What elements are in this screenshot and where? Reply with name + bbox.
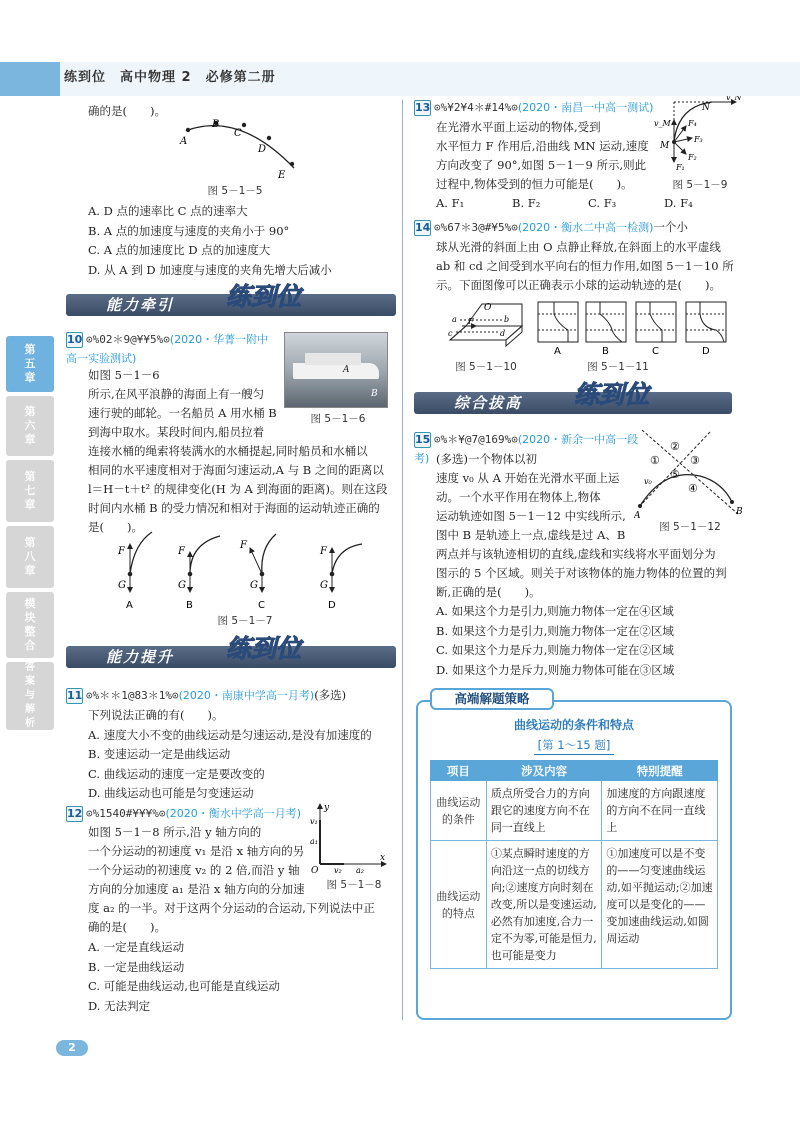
q10-stem-wide: 连接水桶的绳索将装满水的水桶提起,同时船员和水桶以 相同的水平速度相对于海面匀速运动,A 与 B 之间的距离以 l＝H－t＋t² 的规律变化(H 为 A 到海面的距离)。则在这段 时间内水桶 B 的受力情况和相对于海面的运动轨迹正确的 是( )。 [88, 444, 388, 534]
point-a-label: A [180, 136, 188, 147]
point-e-label: E [278, 170, 286, 181]
section-banner-comprehensive [414, 380, 732, 414]
svg-text:B: B [736, 507, 743, 517]
q12-option-c[interactable]: C. 可能是曲线运动,也可能是直线运动 [88, 979, 280, 993]
incline-figure [448, 303, 522, 346]
q13-option-b[interactable]: B. F₂ [512, 196, 541, 210]
svg-text:④: ④ [688, 482, 698, 495]
q10-code: ⊙%02＊9@¥¥5%⊙ [86, 333, 170, 346]
q13-source: (2020・南昌一中高一测试) [517, 101, 654, 114]
figure-5-1-5 [160, 118, 310, 184]
q10-option-c-figure[interactable] [239, 534, 276, 611]
q14-number: 14 [415, 221, 431, 234]
svg-text:A: A [634, 511, 641, 518]
q15-stem-wide: 两点并与该轨迹相切的直线,虚线和实线将水平面划分为 图示的 5 个区域。则关于对该物体的施力物体的位置的判 断,正确的是( )。 [436, 547, 727, 599]
q15-option-d[interactable]: D. 如果这个力是斥力,则施力物体可能在③区域 [436, 662, 675, 677]
q10-source: (2020・华菁一附中高一实验测试) [66, 333, 269, 365]
q13-option-d[interactable]: D. F₄ [664, 196, 693, 210]
q11-tag: (多选) [314, 688, 347, 702]
svg-text:y: y [324, 803, 330, 813]
point-b-label: B [212, 119, 220, 130]
q12-stem-wide: 度 a₂ 的一半。对于这两个分运动的合运动,下列说法中正 确的是( )。 [88, 901, 375, 934]
figure-5-1-7 [100, 530, 370, 612]
svg-text:F: F [240, 540, 247, 551]
q13-stem: 在光滑水平面上运动的物体,受到 水平恒力 F 作用后,沿曲线 MN 运动,速度 方向改变了 90°,如图 5－1－9 所示,则此 过程中,物体受到的恒力可能是( )。 [436, 120, 649, 191]
svg-text:C: C [652, 346, 659, 356]
side-tab-answers[interactable]: 答案与解析 [6, 662, 54, 730]
figure-5-1-9 [652, 96, 742, 176]
svg-text:F₂: F₂ [688, 153, 697, 162]
svg-text:a₁: a₁ [310, 837, 318, 846]
svg-text:D: D [328, 600, 336, 611]
strategy-range: [第 1～15 题] [416, 736, 732, 755]
q9-option-a[interactable]: A. D 点的速率比 C 点的速率大 [88, 204, 248, 218]
q13-number: 13 [415, 101, 431, 114]
figure-5-1-8-caption: 图 5－1－8 [326, 879, 382, 891]
svg-text:v₂: v₂ [334, 866, 342, 874]
section-title: 能力牵引 [106, 296, 175, 314]
section-banner-ability-lead [66, 282, 396, 316]
ship-deck [305, 353, 361, 365]
svg-text:F₁: F₁ [676, 163, 685, 172]
svg-text:A: A [554, 346, 561, 356]
figure-5-1-11-caption: 图 5－1－11 [587, 361, 649, 373]
svg-text:F₄: F₄ [688, 119, 697, 128]
section-badge: 练到位 [226, 634, 302, 663]
q10-option-d-figure[interactable] [319, 544, 362, 611]
strategy-title: 高端解题策略 [430, 688, 554, 710]
q14-option-c-figure[interactable] [636, 302, 676, 356]
q12-number: 12 [67, 807, 83, 820]
q11-source: (2020・南康中学高一月考) [178, 689, 315, 702]
q14-option-d-figure[interactable] [686, 302, 726, 356]
q14-option-a-figure[interactable] [538, 302, 578, 356]
q12-block [66, 804, 306, 823]
q15-stem-narrow: (多选)一个物体以初 速度 v₀ 从 A 开始在光滑水平面上运 动。一个水平作用在物体上,物体 运动轨迹如图 5－1－12 中实线所示, 图中 B 是轨迹上一点,虚线是过 A、B [436, 452, 626, 542]
side-tab-module[interactable]: 模块整合 [6, 592, 54, 658]
ship-hull [293, 363, 379, 379]
q15-options [436, 602, 740, 680]
svg-text:v₁: v₁ [310, 817, 318, 826]
q12-source: (2020・衡水中学高一月考) [165, 807, 302, 820]
figure-5-1-8 [310, 802, 390, 874]
svg-text:①: ① [650, 454, 660, 467]
strategy-table [430, 760, 718, 969]
q11-option-a[interactable]: A. 速度大小不变的曲线运动是匀速运动,是没有加速度的 [88, 727, 372, 742]
point-a [186, 128, 190, 132]
q11-option-c[interactable]: C. 曲线运动的速度一定是要改变的 [88, 766, 265, 781]
side-tab-chapter6[interactable]: 第六章 [6, 396, 54, 456]
svg-text:O: O [311, 866, 319, 874]
q15-option-b[interactable]: B. 如果这个力是引力,则施力物体一定在②区域 [436, 623, 674, 638]
q13-options [436, 194, 736, 212]
svg-text:b: b [504, 315, 510, 324]
q12-options [88, 938, 388, 1016]
svg-text:F: F [118, 546, 125, 557]
q10-option-b-figure[interactable] [177, 536, 220, 611]
figure-5-1-6-caption: 图 5－1－6 [310, 413, 366, 425]
q11-body [88, 706, 398, 804]
q14-block: 14 ⊙%67＊3@#¥5%⊙(2020・衡水二中高一检测)一个小 [415, 220, 688, 234]
col-header-content: 涉及内容 [486, 761, 602, 781]
svg-text:C: C [258, 600, 265, 611]
figure-5-1-9-caption: 图 5－1－9 [672, 179, 728, 191]
q10-stem-narrow: 如图 5－1－6 所示,在风平浪静的海面上有一艘匀 速行驶的邮轮。一名船员 A 用水桶 B 到海中取水。某段时间内,船员拉着 [88, 368, 277, 439]
point-e [290, 162, 294, 166]
svg-text:a: a [452, 315, 457, 324]
svg-text:v_M: v_M [654, 119, 671, 128]
svg-text:F: F [468, 317, 474, 326]
figure-5-1-12-caption: 图 5－1－12 [659, 521, 721, 533]
svg-text:v₀: v₀ [644, 477, 652, 486]
q11-option-d[interactable]: D. 曲线运动也可能是匀变速运动 [88, 786, 254, 800]
q13-option-c[interactable]: C. F₃ [588, 196, 617, 210]
header-accent [0, 62, 60, 96]
q15-option-a[interactable]: A. 如果这个力是引力,则施力物体一定在④区域 [436, 604, 674, 618]
side-tab-chapter7[interactable]: 第七章 [6, 460, 54, 522]
q12-option-a[interactable]: A. 一定是直线运动 [88, 940, 185, 954]
q14-code: ⊙%67＊3@#¥5%⊙ [434, 221, 518, 234]
cruise-ship-photo: A B [284, 332, 388, 408]
svg-text:A: A [126, 600, 133, 611]
svg-text:a₂: a₂ [356, 866, 364, 874]
book-title: 练到位 高中物理 2 必修第二册 [64, 70, 276, 85]
svg-text:F: F [178, 546, 185, 557]
column-divider [402, 100, 403, 1020]
q14-source: (2020・衡水二中高一检测) [517, 221, 654, 234]
figure-5-1-10-caption: 图 5－1－10 [455, 361, 517, 373]
svg-text:c: c [448, 329, 453, 338]
figure-5-1-12 [634, 428, 746, 518]
q12-stem-narrow: 如图 5－1－8 所示,沿 y 轴方向的 一个分运动的初速度 v₁ 是沿 x 轴方向的另 一个分运动的初速度 v₂ 的 2 倍,而沿 y 轴 方向的分加速度 a₁ 是沿 x 轴方向的分加速 [88, 825, 305, 896]
svg-text:O: O [484, 303, 492, 313]
side-tab-chapter5[interactable]: 第五章 [6, 336, 54, 392]
point-d-label: D [258, 144, 267, 155]
section-badge: 练到位 [574, 380, 650, 409]
section-banner-ability-up [66, 634, 396, 668]
strategy-subtitle: 曲线运动的条件和特点 [513, 718, 634, 732]
svg-text:G: G [118, 580, 126, 591]
q9-option-d[interactable]: D. 从 A 到 D 加速度与速度的夹角先增大后减小 [88, 262, 332, 277]
svg-text:F: F [320, 546, 327, 557]
side-tab-chapter8[interactable]: 第八章 [6, 526, 54, 588]
q10-number: 10 [67, 333, 83, 346]
q9-option-c[interactable]: C. A 点的加速度比 D 点的加速度大 [88, 243, 271, 257]
q14-option-b-figure[interactable] [586, 302, 626, 356]
strategy-table-wrap [430, 760, 718, 969]
svg-text:G: G [320, 580, 328, 591]
section-title: 能力提升 [106, 648, 175, 666]
q12-option-d[interactable]: D. 无法判定 [88, 998, 151, 1013]
q11-option-b[interactable]: B. 变速运动一定是曲线运动 [88, 747, 231, 761]
q12-code: ⊙%1540#¥¥¥%⊙ [86, 807, 166, 820]
point-d [267, 136, 271, 140]
svg-text:G: G [250, 580, 258, 591]
col-header-note: 特别提醒 [602, 761, 718, 781]
q10-block [66, 330, 276, 368]
point-c-label: C [234, 128, 242, 139]
svg-text:v_N: v_N [726, 96, 742, 102]
svg-text:G: G [178, 580, 186, 591]
svg-text:B: B [186, 600, 193, 611]
q13-block [414, 98, 664, 117]
svg-text:B: B [602, 346, 609, 356]
q12-option-b[interactable]: B. 一定是曲线运动 [88, 959, 185, 974]
col-header-item: 项目 [431, 761, 487, 781]
figure-5-1-5-caption: 图 5－1－5 [207, 185, 263, 197]
svg-text:⑤: ⑤ [670, 468, 680, 481]
q15-code: ⊙%＊¥@7@169%⊙ [434, 433, 518, 446]
q13-option-a[interactable]: A. F₁ [436, 196, 465, 210]
table-row: 曲线运动的条件 质点所受合力的方向跟它的速度方向不在同一直线上 加速度的方向跟速度的方向不在同一直线上 [431, 781, 718, 841]
q15-option-c[interactable]: C. 如果这个力是斥力,则施力物体一定在②区域 [436, 643, 674, 657]
q9-option-b[interactable]: B. A 点的加速度与速度的夹角小于 90° [88, 223, 290, 238]
q11-stem: 下列说法正确的有( )。 [88, 708, 224, 722]
svg-text:③: ③ [690, 454, 700, 467]
q10-option-a-figure[interactable] [117, 532, 152, 611]
svg-text:N: N [702, 103, 710, 113]
figure-5-1-10-and-11 [446, 300, 736, 356]
svg-text:F₃: F₃ [694, 135, 703, 144]
svg-text:d: d [500, 329, 506, 338]
q9-options [88, 202, 388, 280]
svg-text:x: x [380, 853, 386, 863]
svg-text:D: D [702, 346, 710, 356]
section-title: 综合拔高 [454, 394, 523, 412]
q11-block [66, 686, 398, 705]
section-badge: 练到位 [226, 282, 302, 311]
point-c [242, 123, 246, 127]
q11-number: 11 [67, 689, 83, 702]
q15-source: (2020・新余一中高一段考) [414, 433, 639, 465]
page-number: 2 [56, 1040, 88, 1056]
q11-code: ⊙%＊＊1@83＊1%⊙ [86, 689, 179, 702]
table-row: 曲线运动的特点 ①某点瞬时速度的方向沿这一点的切线方向;②速度方向时刻在改变,所以是变速运动,必然有加速度,合力一定不为零,可能是恒力,也可能是变力 ①加速度可以是不变的——匀变速曲线运动,如平抛运动;②加速度可以是变化的——变加速曲线运动,如圆周运动 [431, 841, 718, 969]
q14-stem: 球从光滑的斜面上由 O 点静止释放,在斜面上的水平虚线 ab 和 cd 之间受到水平向右的恒力作用,如图 5－1－10 所 示。下面图像可以正确表示小球的运动轨迹的是( )。 [436, 240, 734, 292]
svg-text:M: M [660, 141, 670, 151]
q13-code: ⊙%¥2¥4＊#14%⊙ [434, 101, 518, 114]
q15-number: 15 [415, 433, 431, 446]
q9-stem-tail: 确的是( )。 [88, 104, 166, 118]
svg-text:②: ② [670, 440, 680, 453]
figure-5-1-7-caption: 图 5－1－7 [217, 615, 273, 627]
